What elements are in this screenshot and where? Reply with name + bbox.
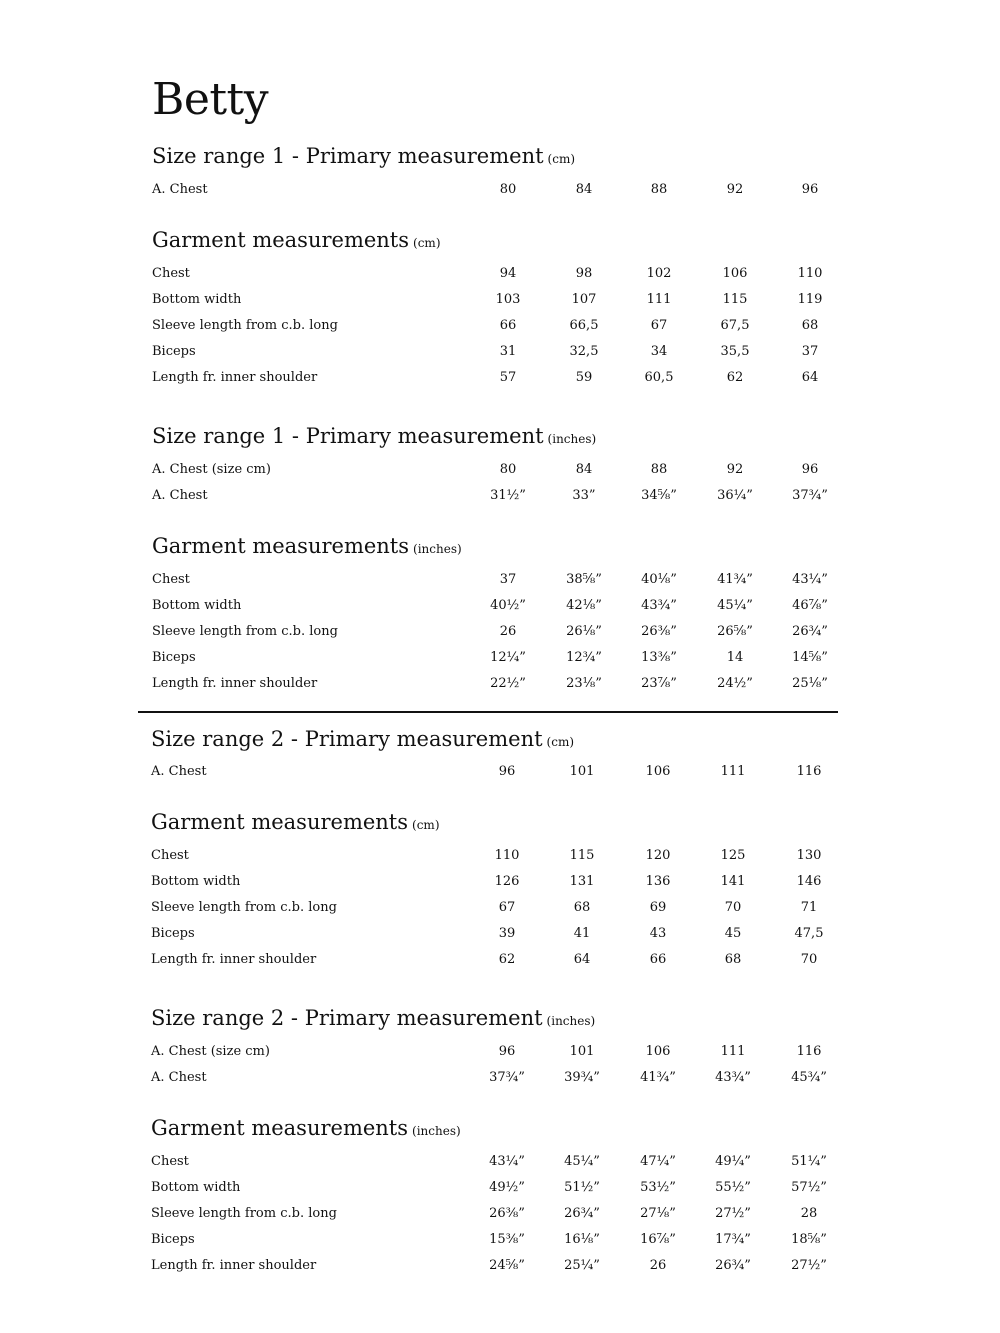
section-heading-text: Size range 2 - Primary measurement (151, 727, 543, 751)
size-value: 34⅝” (641, 488, 677, 503)
size-value: 67 (650, 318, 668, 333)
table-row (152, 180, 852, 200)
section-unit: (cm) (546, 735, 575, 749)
size-value: 38⅝” (566, 572, 602, 587)
size-value: 17¾” (715, 1232, 751, 1247)
row-label: A. Chest (152, 182, 208, 197)
table-row (152, 648, 852, 668)
size-value: 24⅝” (489, 1258, 525, 1273)
size-value: 136 (645, 874, 671, 889)
size-value: 43¼” (792, 572, 828, 587)
section-unit: (inches) (547, 432, 597, 446)
table-row (152, 622, 852, 642)
row-label: Chest (151, 848, 189, 863)
table-row (152, 460, 852, 480)
size-value: 66 (649, 952, 667, 967)
table-row (151, 1152, 851, 1172)
size-value: 41¾” (640, 1070, 676, 1085)
section-heading (151, 808, 440, 839)
section-heading (152, 422, 596, 453)
size-value: 106 (722, 266, 748, 281)
size-value: 45¾” (791, 1070, 827, 1085)
size-value: 43¾” (641, 598, 677, 613)
section-heading-text: Size range 2 - Primary measurement (151, 1006, 543, 1030)
section-unit: (inches) (412, 1124, 461, 1138)
size-value: 16⅞” (640, 1232, 676, 1247)
size-value: 107 (571, 292, 597, 307)
size-value: 15⅜” (489, 1232, 525, 1247)
size-value: 40⅛” (641, 572, 677, 587)
size-value: 28 (800, 1206, 818, 1221)
size-value: 26¾” (564, 1206, 600, 1221)
row-label: Bottom width (152, 598, 242, 613)
size-value: 37¾” (792, 488, 828, 503)
size-value: 25⅛” (792, 676, 828, 691)
section-heading-text: Garment measurements (151, 810, 409, 834)
size-value: 71 (800, 900, 818, 915)
size-value: 32,5 (569, 344, 599, 359)
size-value: 94 (499, 266, 517, 281)
row-label: Length fr. inner shoulder (151, 952, 317, 967)
size-value: 43 (649, 926, 667, 941)
size-value: 96 (801, 462, 819, 477)
size-value: 146 (796, 874, 822, 889)
table-row (151, 1230, 851, 1250)
size-value: 115 (569, 848, 595, 863)
row-label: Sleeve length from c.b. long (152, 318, 338, 333)
size-value: 55½” (715, 1180, 751, 1195)
size-value: 47,5 (794, 926, 824, 941)
size-value: 116 (796, 1044, 822, 1059)
section-unit: (cm) (413, 236, 441, 250)
section-heading-text: Garment measurements (152, 228, 410, 252)
size-value: 141 (720, 874, 746, 889)
size-value: 106 (645, 764, 671, 779)
table-row (151, 1256, 851, 1276)
size-value: 26 (649, 1258, 667, 1273)
size-value: 111 (646, 292, 672, 307)
section-unit: (cm) (412, 818, 440, 832)
size-value: 115 (722, 292, 748, 307)
size-value: 51½” (564, 1180, 600, 1195)
row-label: A. Chest (size cm) (152, 462, 271, 477)
size-value: 24½” (717, 676, 753, 691)
row-label: Length fr. inner shoulder (152, 370, 318, 385)
table-row (151, 1204, 851, 1224)
section-unit: (inches) (546, 1014, 596, 1028)
size-value: 26 (499, 624, 517, 639)
row-label: Bottom width (152, 292, 242, 307)
size-value: 130 (796, 848, 822, 863)
size-value: 101 (569, 764, 595, 779)
section-heading-text: Garment measurements (151, 1116, 409, 1140)
table-row (151, 846, 851, 866)
size-value: 18⅝” (791, 1232, 827, 1247)
size-value: 59 (575, 370, 593, 385)
section-unit: (inches) (413, 542, 462, 556)
row-label: Bottom width (151, 874, 241, 889)
size-value: 70 (724, 900, 742, 915)
size-value: 111 (720, 764, 746, 779)
size-value: 84 (575, 182, 593, 197)
row-label: A. Chest (151, 1070, 207, 1085)
size-value: 103 (495, 292, 521, 307)
row-label: Sleeve length from c.b. long (151, 900, 337, 915)
row-label: A. Chest (size cm) (151, 1044, 270, 1059)
size-value: 39¾” (564, 1070, 600, 1085)
row-label: Chest (151, 1154, 189, 1169)
table-row (152, 486, 852, 506)
size-value: 33” (572, 488, 596, 503)
size-value: 120 (645, 848, 671, 863)
size-value: 64 (573, 952, 591, 967)
size-value: 16⅛” (564, 1232, 600, 1247)
table-row (152, 316, 852, 336)
table-row (152, 674, 852, 694)
size-value: 37 (801, 344, 819, 359)
size-value: 43¾” (715, 1070, 751, 1085)
size-value: 22½” (490, 676, 526, 691)
size-value: 42⅛” (566, 598, 602, 613)
table-row (152, 264, 852, 284)
size-value: 96 (498, 764, 516, 779)
size-value: 26⅝” (717, 624, 753, 639)
page-title: Betty (152, 74, 269, 125)
size-value: 34 (650, 344, 668, 359)
size-value: 57 (499, 370, 517, 385)
size-value: 41 (573, 926, 591, 941)
range-divider (138, 711, 838, 713)
section-heading-text: Size range 1 - Primary measurement (152, 144, 544, 168)
size-value: 26⅛” (566, 624, 602, 639)
row-label: Chest (152, 572, 190, 587)
section-unit: (cm) (547, 152, 576, 166)
size-value: 60,5 (644, 370, 674, 385)
size-value: 23⅞” (641, 676, 677, 691)
table-row (151, 898, 851, 918)
size-value: 88 (650, 182, 668, 197)
size-value: 45¼” (564, 1154, 600, 1169)
size-value: 25¼” (564, 1258, 600, 1273)
size-value: 26¾” (715, 1258, 751, 1273)
size-value: 14⅝” (792, 650, 828, 665)
table-row (151, 924, 851, 944)
size-value: 13⅜” (641, 650, 677, 665)
size-value: 98 (575, 266, 593, 281)
size-value: 36¼” (717, 488, 753, 503)
size-value: 116 (796, 764, 822, 779)
size-value: 26⅜” (641, 624, 677, 639)
size-value: 39 (498, 926, 516, 941)
size-value: 37¾” (489, 1070, 525, 1085)
size-value: 64 (801, 370, 819, 385)
size-value: 49¼” (715, 1154, 751, 1169)
row-label: Length fr. inner shoulder (151, 1258, 317, 1273)
section-heading (152, 142, 575, 173)
size-value: 14 (726, 650, 744, 665)
size-value: 51¼” (791, 1154, 827, 1169)
size-value: 62 (726, 370, 744, 385)
section-heading-text: Size range 1 - Primary measurement (152, 424, 544, 448)
size-value: 68 (724, 952, 742, 967)
table-row (151, 1068, 851, 1088)
size-value: 68 (801, 318, 819, 333)
size-value: 131 (569, 874, 595, 889)
size-value: 49½” (489, 1180, 525, 1195)
size-value: 80 (499, 182, 517, 197)
table-row (152, 596, 852, 616)
size-value: 67 (498, 900, 516, 915)
size-value: 31 (499, 344, 517, 359)
row-label: A. Chest (151, 764, 207, 779)
size-value: 53½” (640, 1180, 676, 1195)
size-value: 92 (726, 182, 744, 197)
size-value: 106 (645, 1044, 671, 1059)
size-value: 84 (575, 462, 593, 477)
size-value: 96 (801, 182, 819, 197)
row-label: Biceps (152, 650, 196, 665)
size-value: 111 (720, 1044, 746, 1059)
size-value: 119 (797, 292, 823, 307)
size-value: 66 (499, 318, 517, 333)
size-value: 31½” (490, 488, 526, 503)
size-value: 47¼” (640, 1154, 676, 1169)
table-row (152, 290, 852, 310)
size-value: 67,5 (720, 318, 750, 333)
section-heading (152, 532, 462, 563)
size-value: 27½” (791, 1258, 827, 1273)
section-heading-text: Garment measurements (152, 534, 410, 558)
size-value: 66,5 (569, 318, 599, 333)
size-value: 101 (569, 1044, 595, 1059)
size-value: 62 (498, 952, 516, 967)
row-label: A. Chest (152, 488, 208, 503)
size-value: 96 (498, 1044, 516, 1059)
size-value: 57½” (791, 1180, 827, 1195)
table-row (151, 1178, 851, 1198)
row-label: Chest (152, 266, 190, 281)
row-label: Bottom width (151, 1180, 241, 1195)
size-value: 35,5 (720, 344, 750, 359)
size-value: 41¾” (717, 572, 753, 587)
row-label: Biceps (151, 1232, 195, 1247)
size-value: 88 (650, 462, 668, 477)
table-row (152, 342, 852, 362)
size-value: 46⅞” (792, 598, 828, 613)
table-row (151, 872, 851, 892)
size-value: 45¼” (717, 598, 753, 613)
size-value: 110 (494, 848, 520, 863)
table-row (151, 762, 851, 782)
table-row (152, 570, 852, 590)
size-value: 12¼” (490, 650, 526, 665)
size-value: 45 (724, 926, 742, 941)
size-value: 40½” (490, 598, 526, 613)
size-value: 12¾” (566, 650, 602, 665)
size-value: 125 (720, 848, 746, 863)
table-row (151, 1042, 851, 1062)
size-value: 37 (499, 572, 517, 587)
size-value: 26¾” (792, 624, 828, 639)
size-value: 43¼” (489, 1154, 525, 1169)
size-value: 92 (726, 462, 744, 477)
section-heading (151, 1114, 461, 1145)
section-heading (152, 226, 441, 257)
size-value: 110 (797, 266, 823, 281)
size-value: 23⅛” (566, 676, 602, 691)
size-value: 27⅛” (640, 1206, 676, 1221)
size-value: 26⅜” (489, 1206, 525, 1221)
row-label: Biceps (151, 926, 195, 941)
row-label: Biceps (152, 344, 196, 359)
size-value: 126 (494, 874, 520, 889)
row-label: Sleeve length from c.b. long (152, 624, 338, 639)
size-value: 69 (649, 900, 667, 915)
table-row (152, 368, 852, 388)
size-value: 70 (800, 952, 818, 967)
size-value: 68 (573, 900, 591, 915)
size-value: 27½” (715, 1206, 751, 1221)
table-row (151, 950, 851, 970)
size-value: 80 (499, 462, 517, 477)
row-label: Sleeve length from c.b. long (151, 1206, 337, 1221)
row-label: Length fr. inner shoulder (152, 676, 318, 691)
section-heading (151, 1004, 595, 1035)
size-value: 102 (646, 266, 672, 281)
section-heading (151, 725, 574, 756)
